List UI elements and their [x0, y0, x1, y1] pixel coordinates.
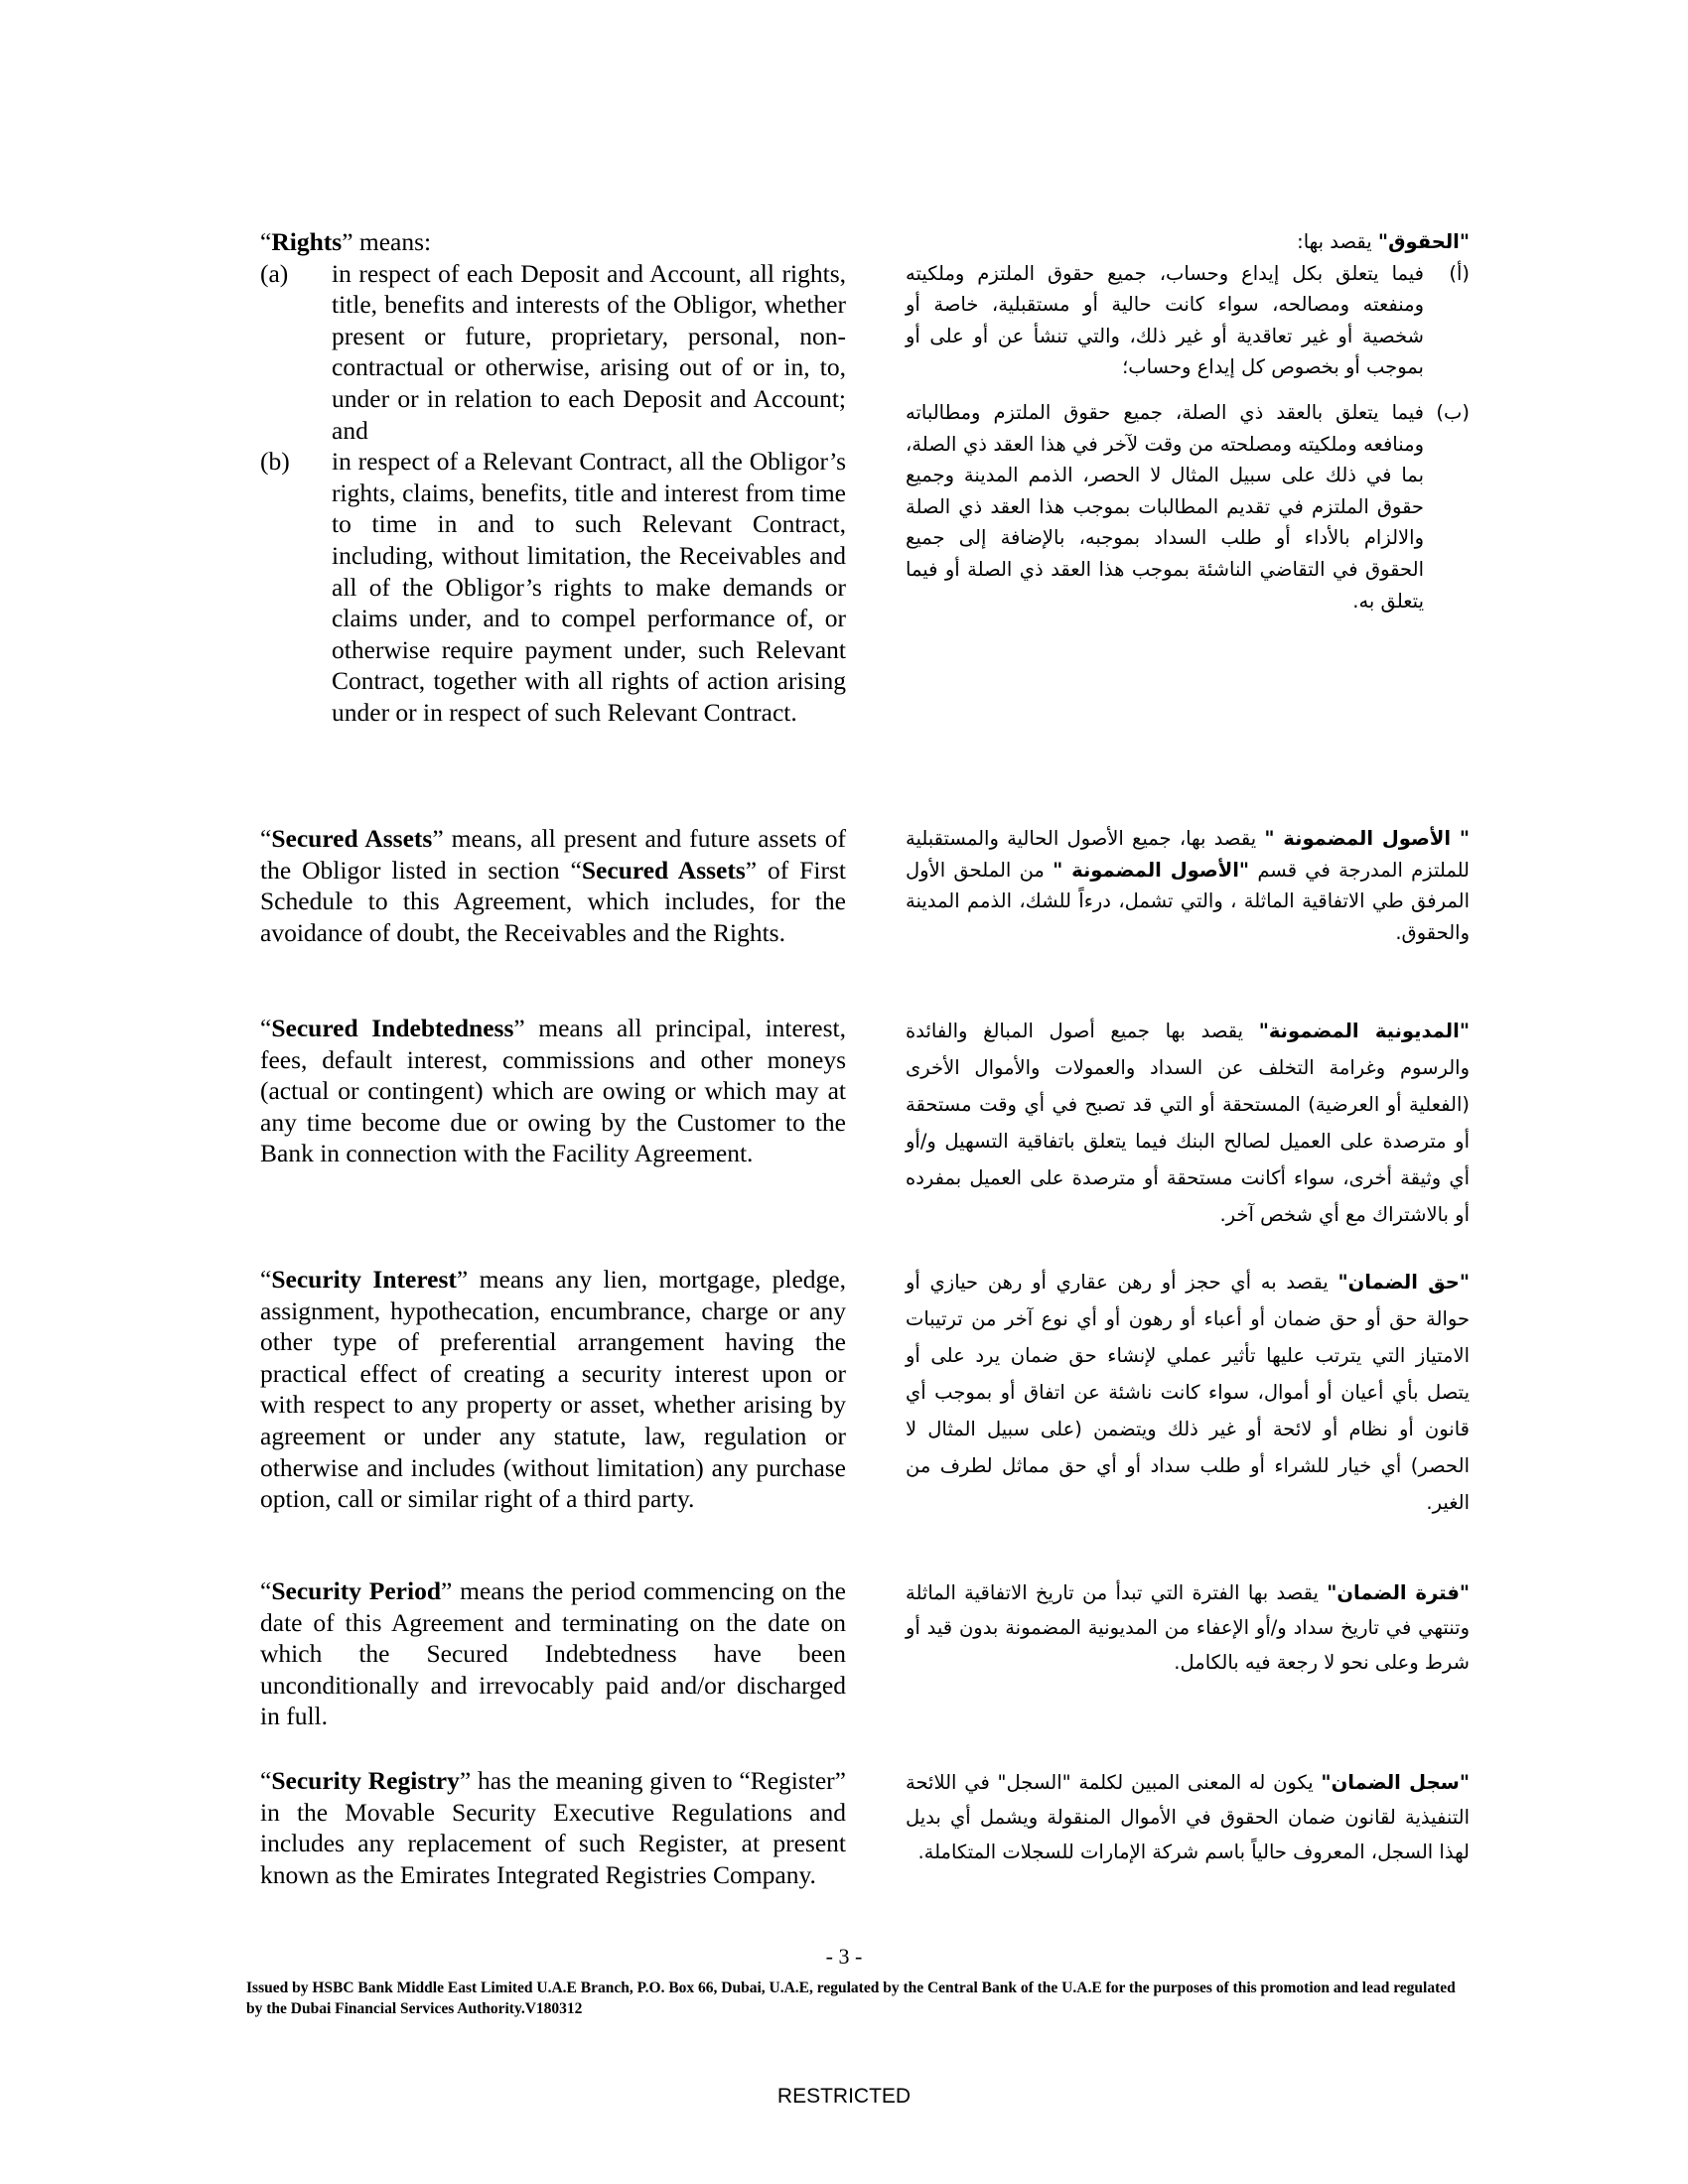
definition-secured-indebtedness-en: “Secured Indebtedness” means all principal, interest, fees, default interest, commissions and other moneys (actual or contingent) which are owing or which may at any time become due or owing by the Customer to the Bank in connection with the Facility Agreement. — [260, 1014, 847, 1168]
rights-item-b: (b) in respect of a Relevant Contract, all the Obligor’s rights, claims, benefits, title and interest from time to time in and to such Relevant Contract, including, without limitation, the Receivables and all of the Obligor’s rights to make demands or claims under, and to compel performance of, or otherwise require payment under, such Relevant Contract, together with all rights of action arising under or in respect of such Relevant Contract. — [260, 447, 846, 727]
page-number: - 3 - — [825, 1944, 863, 1969]
definition-security-period-ar: "فترة الضمان" يقصد بها الفترة التي تبدأ من تاريخ الاتفاقية الماثلة وتنتهي في تاريخ سداد و/أو الإعفاء من المديونية المضمونة بدون قيد أو شرط وعلى نحو لا رجعة فيه بالكامل. — [906, 1581, 1470, 1674]
term-rights: Rights — [271, 227, 343, 256]
definition-security-period-en: “Security Period” means the period commencing on the date of this Agreement and terminating on the date on which the Secured Indebtedness have been unconditionally and irrevocably paid and/or discharged in full. — [260, 1576, 846, 1731]
rights-item-a: (a) in respect of each Deposit and Account, all rights, title, benefits and interests of the Obligor, whether present or future, proprietary, personal, non-contractual or otherwise, arising out of or in, to, under or in relation to each Deposit and Account; and — [260, 258, 846, 445]
issuer-disclaimer: Issued by HSBC Bank Middle East Limited U.A.E Branch, P.O. Box 66, Dubai, U.A.E, regulated by the Central Bank of the U.A.E for the purposes of this promotion and lead regulated by the Dubai Financial Services Authority.V180312 — [246, 1979, 1456, 2017]
definition-rights-en: “Rights” means: (a) in respect of each Deposit and Account, all rights, title, benefits and interests of the Obligor, whether present or future, proprietary, personal, non-contractual or otherwise, arising out of or in, to, under or in relation to each Deposit and Account; and (b) in respect of a Relevant Contract, all the Obligor’s rights, claims, benefits, title and interest from time to time in and to such Relevant Contract, including, without limitation, the Receivables and all of the Obligor’s rights to make demands or claims under, and to compel performance of, or otherwise require payment under, such Relevant Contract, together with all rights of action arising under or in respect of such Relevant Contract. — [260, 227, 846, 727]
rights-ar-item-b: (ب) فيما يتعلق بالعقد ذي الصلة، جميع حقوق الملتزم ومطالباته ومنافعه وملكيته ومصلحته من وقت لآخر في هذا العقد ذي الصلة، بما في ذلك على سبيل المثال لا الحصر، الذمم المدينة وجميع حقوق الملتزم في تقديم المطالبات بموجب هذا العقد ذي الصلة والالزام بالأداء أو طلب السداد بموجبه، بالإضافة إلى جميع الحقوق في التقاضي الناشئة بموجب هذا العقد ذي الصلة أو فيما يتعلق به. — [906, 400, 1470, 613]
definition-secured-assets-en: “Secured Assets” means, all present and future assets of the Obligor listed in section “Secured Assets” of First Schedule to this Agreement, which includes, for the avoidance of doubt, the Receivables and the Rights. — [260, 824, 847, 947]
rights-ar-item-a: (أ) فيما يتعلق بكل إيداع وحساب، جميع حقوق الملتزم وملكيته ومنفعته ومصالحه، سواء كانت حالية أو مستقبلية، خاصة أو شخصية أو غير تعاقدية أو غير ذلك، والتي تنشأ عن أو على أو بموجب أو بخصوص كل إيداع وحساب؛ — [906, 261, 1470, 379]
definition-secured-assets-ar: " الأصول المضمونة " يقصد بها، جميع الأصول الحالية والمستقبلية للملتزم المدرجة في قسم "الأصول المضمونة " من الملحق الأول المرفق طي الاتفاقية الماثلة ، والتي تشمل، درءاً للشك، الذمم المدينة والحقوق. — [906, 827, 1471, 944]
definition-rights-ar: "الحقوق" يقصد بها: (أ) فيما يتعلق بكل إيداع وحساب، جميع حقوق الملتزم وملكيته ومنفعته ومصالحه، سواء كانت حالية أو مستقبلية، خاصة أو شخصية أو غير تعاقدية أو غير ذلك، والتي تنشأ عن أو على أو بموجب أو بخصوص كل إيداع وحساب؛ (ب) فيما يتعلق بالعقد ذي الصلة، جميع حقوق الملتزم ومطالباته ومنافعه وملكيته ومصلحته من وقت لآخر في هذا العقد ذي الصلة، بما في ذلك على سبيل المثال لا الحصر، الذمم المدينة وجميع حقوق الملتزم في تقديم المطالبات بموجب هذا العقد ذي الصلة والالزام بالأداء أو طلب السداد بموجبه، بالإضافة إلى جميع الحقوق في التقاضي الناشئة بموجب هذا العقد ذي الصلة أو فيما يتعلق به. — [906, 226, 1470, 616]
definition-security-registry-ar: "سجل الضمان" يكون له المعنى المبين لكلمة "السجل" في اللائحة التنفيذية لقانون ضمان الحقوق في الأموال المنقولة ويشمل أي بديل لهذا السجل، المعروف حالياً باسم شركة الإمارات للسجلات المتكاملة. — [906, 1771, 1470, 1863]
definition-security-interest-ar: "حق الضمان" يقصد به أي حجز أو رهن عقاري أو رهن حيازي أو حوالة حق أو حق ضمان أو أعباء أو رهون أو أي نوع آخر من ترتيبات الامتياز التي يترتب عليها تأثير عملي لإنشاء حق ضمان يرد على أو يتصل بأي أعيان أو أموال، سواء كانت ناشئة عن اتفاق أو بموجب أي قانون أو نظام أو لائحة أو غير ذلك ويتضمن (على سبيل المثال لا الحصر) أي خيار للشراء أو طلب سداد أو أي حق مماثل لطرف من الغير. — [906, 1271, 1470, 1514]
definition-secured-indebtedness-ar: "المديونية المضمونة" يقصد بها جميع أصول المبالغ والفائدة والرسوم وغرامة التخلف عن السداد والعمولات والأموال الأخرى (الفعلية أو العرضية) المستحقة أو التي قد تصبح في أي وقت مستحقة أو مترصدة على العميل لصالح البنك فيما يتعلق باتفاقية التسهيل و/أو أي وثيقة أخرى، سواء أكانت مستحقة أو مترصدة على العميل بمفرده أو بالاشتراك مع أي شخص آخر. — [906, 1020, 1470, 1226]
definition-security-registry-en: “Security Registry” has the meaning given to “Register” in the Movable Security Executive Regulations and includes any replacement of such Register, at present known as the Emirates Integrated Registries Company. — [260, 1766, 846, 1889]
definition-security-interest-en: “Security Interest” means any lien, mortgage, pledge, assignment, hypothecation, encumbrance, charge or any other type of preferential arrangement having the practical effect of creating a security interest upon or with respect to any property or asset, whether arising by agreement or under any statute, law, regulation or otherwise and includes (without limitation) any purchase option, call or similar right of a third party. — [260, 1265, 846, 1514]
classification-label: RESTRICTED — [776, 2085, 912, 2108]
